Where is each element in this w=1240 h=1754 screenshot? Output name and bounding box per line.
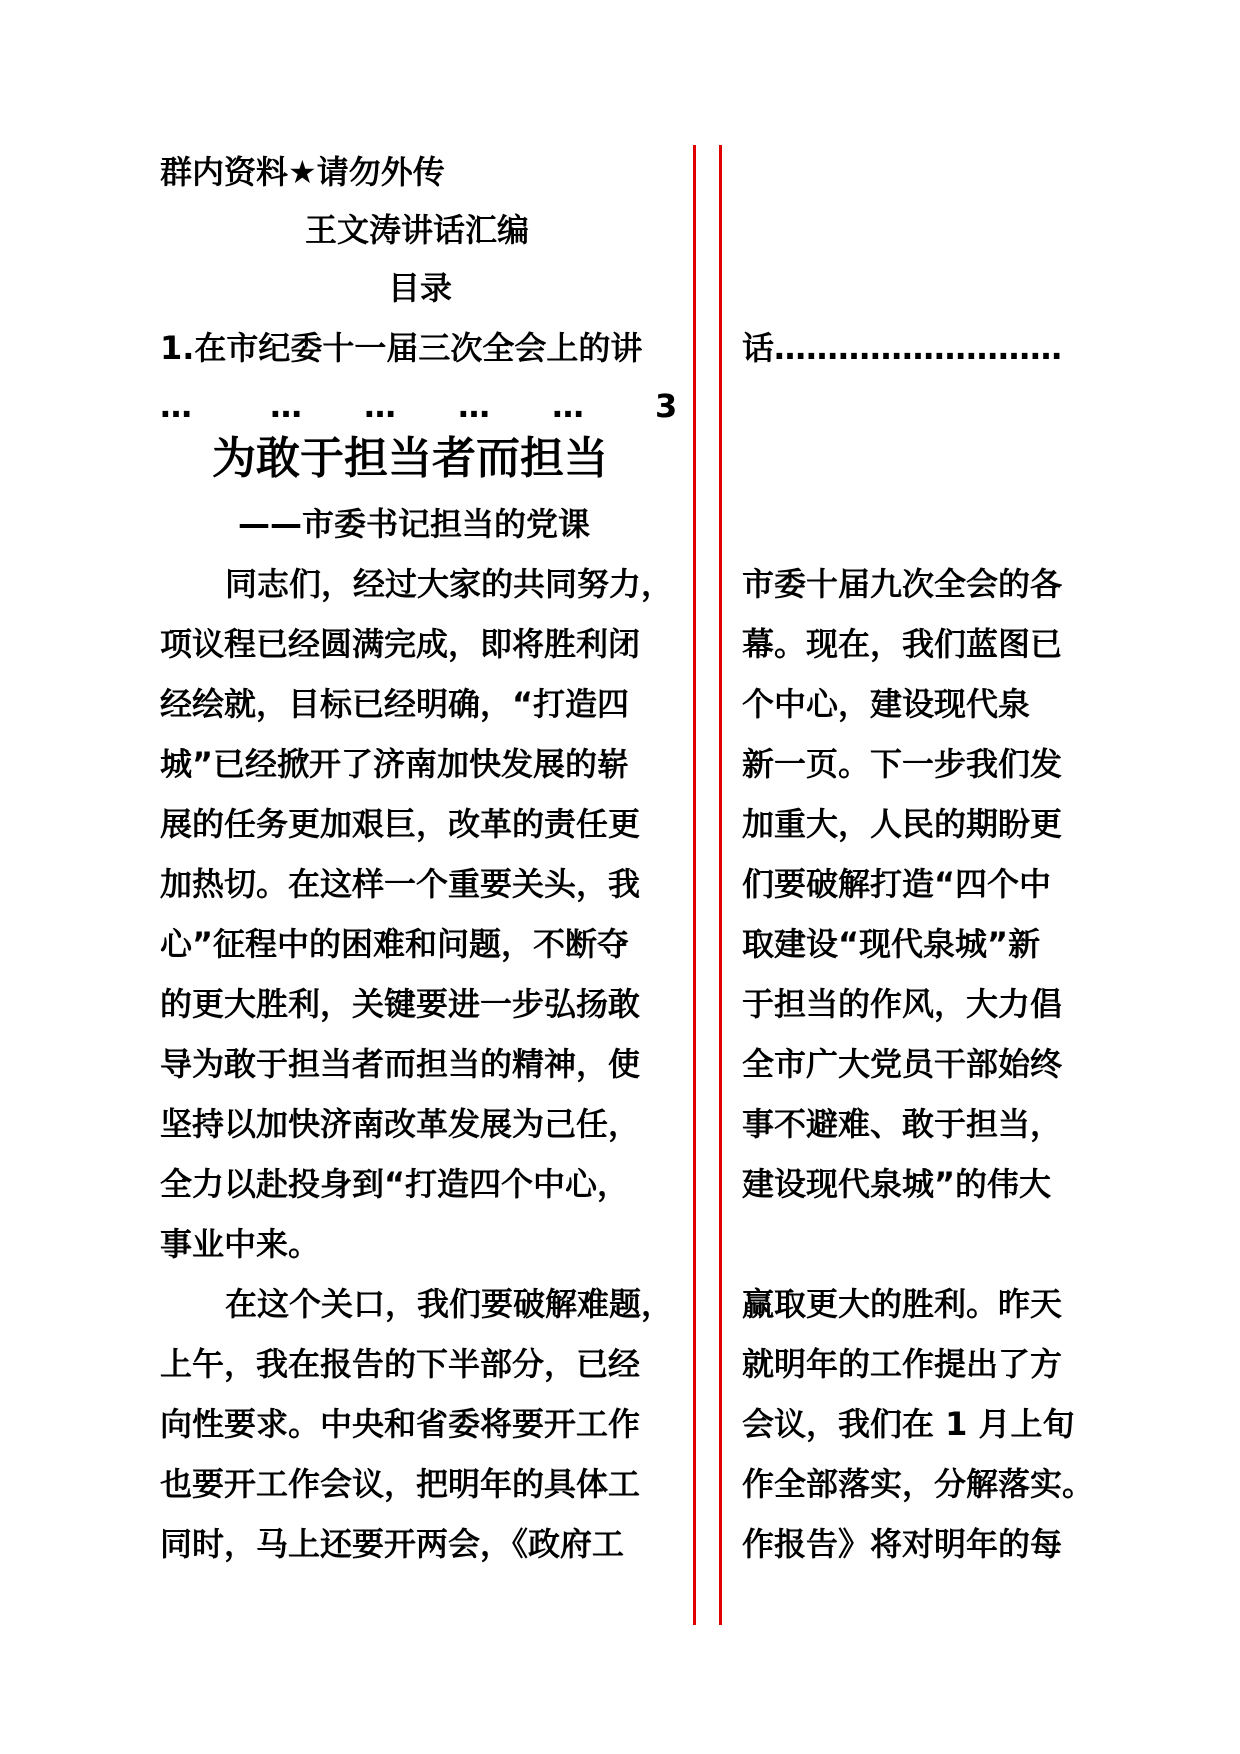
right-line-2: 幕。现在，我们蓝图已 <box>742 625 1063 663</box>
right-line-1: 市委十届九次全会的各 <box>742 565 1063 603</box>
left-line-6: 加热切。在这样一个重要关头，我 <box>160 865 641 903</box>
toc-dots-2: … <box>270 387 302 425</box>
left-line-14: 上午，我在报告的下半部分，已经 <box>160 1345 641 1383</box>
right-line-4: 新一页。下一步我们发 <box>742 745 1063 783</box>
right-line-3: 个中心，建设现代泉 <box>742 685 1031 723</box>
right-line-15: 会议，我们在 1 月上旬 <box>742 1405 1075 1443</box>
right-line-17: 作报告》将对明年的每 <box>742 1525 1063 1563</box>
left-line-12: 事业中来。 <box>160 1225 321 1263</box>
toc-dots-4: … <box>458 387 490 425</box>
article-subtitle: ——市委书记担当的党课 <box>238 505 591 543</box>
toc-title: 目录 <box>388 269 453 307</box>
right-line-7: 取建设“现代泉城”新 <box>742 925 1041 963</box>
right-line-8: 于担当的作风，大力倡 <box>742 985 1063 1023</box>
left-line-9: 导为敢于担当者而担当的精神，使 <box>160 1045 641 1083</box>
right-line-10: 事不避难、敢于担当， <box>742 1105 1063 1143</box>
right-line-9: 全市广大党员干部始终 <box>742 1045 1063 1083</box>
left-line-13: 在这个关口，我们要破解难题， <box>225 1285 674 1323</box>
left-line-15: 向性要求。中央和省委将要开工作 <box>160 1405 641 1443</box>
left-line-5: 展的任务更加艰巨，改革的责任更 <box>160 805 641 843</box>
left-line-7: 心”征程中的困难和问题，不断夺 <box>160 925 630 963</box>
left-line-11: 全力以赴投身到“打造四个中心， <box>160 1165 630 1203</box>
right-line-16: 作全部落实，分解落实。 <box>742 1465 1095 1503</box>
right-line-11: 建设现代泉城”的伟大 <box>742 1165 1052 1203</box>
toc-entry-right[interactable]: 话……………………… <box>742 329 1063 367</box>
left-line-10: 坚持以加快济南改革发展为己任， <box>160 1105 641 1143</box>
divider-line-right <box>719 145 722 1625</box>
book-title: 王文涛讲话汇编 <box>305 211 530 249</box>
toc-entry-left[interactable]: 1.在市纪委十一届三次全会上的讲 <box>160 329 643 367</box>
toc-dots-5: … <box>552 387 584 425</box>
toc-dots-3: … <box>364 387 396 425</box>
toc-page-number: 3 <box>655 387 678 425</box>
divider-line-left <box>693 145 696 1625</box>
right-line-6: 们要破解打造“四个中 <box>742 865 1052 903</box>
confidential-notice: 群内资料★请勿外传 <box>160 153 445 191</box>
left-line-16: 也要开工作会议，把明年的具体工 <box>160 1465 641 1503</box>
left-line-3: 经绘就，目标已经明确，“打造四 <box>160 685 630 723</box>
right-line-5: 加重大，人民的期盼更 <box>742 805 1063 843</box>
toc-dots-1: … <box>160 387 192 425</box>
left-line-1: 同志们，经过大家的共同努力， <box>225 565 674 603</box>
article-title: 为敢于担当者而担当 <box>212 433 608 484</box>
left-line-2: 项议程已经圆满完成，即将胜利闭 <box>160 625 641 663</box>
left-line-17: 同时，马上还要开两会，《政府工 <box>160 1525 625 1563</box>
left-line-8: 的更大胜利，关键要进一步弘扬敢 <box>160 985 641 1023</box>
right-line-14: 就明年的工作提出了方 <box>742 1345 1063 1383</box>
left-line-4: 城”已经掀开了济南加快发展的崭 <box>160 745 630 783</box>
right-line-13: 赢取更大的胜利。昨天 <box>742 1285 1063 1323</box>
